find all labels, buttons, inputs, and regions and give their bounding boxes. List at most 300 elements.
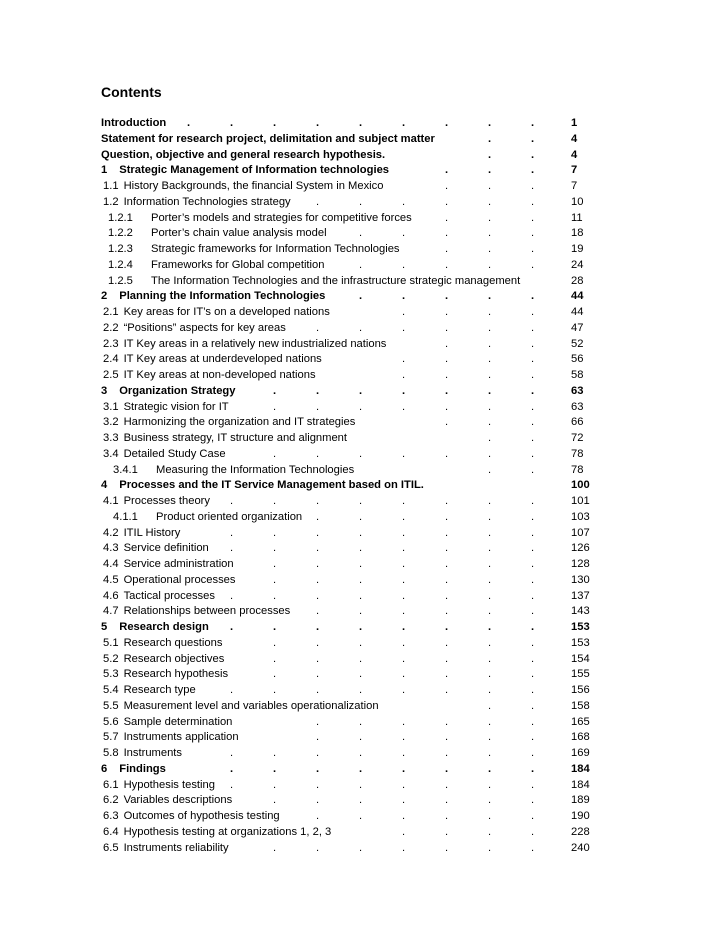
leader-dot: .	[488, 227, 492, 240]
toc-entry	[0, 667, 728, 683]
leader-dot: .	[316, 794, 320, 807]
leader-dot: .	[445, 731, 449, 744]
toc-entry-number: 5.3	[103, 668, 119, 681]
leader-dot: .	[359, 668, 363, 681]
leader-dot: .	[273, 117, 277, 129]
toc-entry-title: Measurement level and variables operationalization	[123, 699, 379, 712]
leader-dot: .	[531, 825, 535, 838]
leader-dot: .	[488, 463, 492, 476]
leader-dot: .	[488, 117, 492, 129]
toc-entry-text	[103, 431, 347, 447]
toc-entry-title: Key areas for IT’s on a developed nations	[123, 306, 330, 318]
toc-entry	[0, 415, 728, 431]
leader-dot: .	[531, 684, 535, 696]
leader-dot: .	[230, 117, 234, 129]
toc-entry	[0, 730, 728, 746]
leader-dot: .	[445, 794, 449, 807]
leader-dot: .	[359, 495, 363, 507]
leader-dot: .	[402, 621, 406, 633]
leader-dot: .	[445, 684, 449, 696]
toc-entry-number: 2.1	[103, 306, 119, 318]
leader-dot: .	[273, 573, 277, 586]
leader-dot: .	[316, 715, 320, 728]
toc-entry-text	[103, 652, 224, 668]
leader-dot: .	[445, 117, 449, 129]
toc-entry	[0, 400, 728, 416]
leader-dot: .	[445, 384, 449, 397]
toc-entry-title: Research design	[119, 621, 209, 633]
toc-entry-title: Hypothesis testing	[123, 778, 215, 791]
toc-entry	[0, 258, 728, 274]
leader-dot: .	[488, 447, 492, 460]
toc-entry-number: 1.2.1	[108, 211, 133, 224]
toc-page-number: 4	[571, 148, 578, 161]
leader-dot: .	[402, 447, 406, 460]
leader-dot: .	[531, 699, 535, 712]
leader-dot: .	[359, 526, 363, 539]
toc-page-number: 126	[571, 542, 590, 555]
leader-dot: .	[488, 243, 492, 255]
leader-dot: .	[531, 589, 535, 602]
leader-dot: .	[488, 573, 492, 586]
toc-entry-text	[103, 526, 180, 542]
leader-dot: .	[230, 542, 234, 555]
toc-entry-text	[103, 447, 226, 463]
toc-entry	[0, 289, 728, 305]
toc-entry	[0, 526, 728, 542]
toc-entry	[0, 384, 728, 400]
leader-dot: .	[488, 164, 492, 177]
toc-entry-number: 4	[101, 479, 108, 492]
toc-entry	[0, 762, 728, 778]
leader-dot: .	[488, 778, 492, 791]
leader-dot: .	[531, 227, 535, 240]
leader-dot: .	[445, 762, 449, 775]
leader-dot: .	[402, 526, 406, 539]
leader-dot: .	[531, 132, 535, 145]
leader-dot: .	[316, 542, 320, 555]
leader-dot: .	[359, 400, 363, 413]
leader-dot: .	[273, 542, 277, 555]
leader-dot: .	[488, 825, 492, 838]
toc-entry-number: 6.4	[103, 825, 119, 838]
leader-dot: .	[488, 684, 492, 696]
toc-entry	[0, 573, 728, 589]
toc-page-number: 190	[571, 810, 590, 822]
toc-entry	[0, 809, 728, 825]
toc-page-number: 189	[571, 794, 590, 807]
leader-dot: .	[316, 778, 320, 791]
toc-entry	[0, 211, 728, 227]
leader-dot: .	[273, 747, 277, 759]
leader-dot: .	[445, 810, 449, 822]
toc-entry-number: 4.2	[103, 526, 119, 539]
toc-entry	[0, 132, 728, 148]
toc-entry	[0, 163, 728, 179]
leader-dot: .	[531, 258, 535, 271]
leader-dot: .	[445, 180, 449, 192]
leader-dot: .	[531, 432, 535, 444]
toc-page-number: 228	[571, 825, 590, 838]
leader-dot: .	[531, 542, 535, 555]
leader-dot: .	[445, 589, 449, 602]
leader-dot: .	[273, 526, 277, 539]
toc-page-number: 168	[571, 731, 590, 744]
toc-entry-number: 4.5	[103, 573, 119, 586]
toc-entry-number: 1.2.2	[108, 227, 133, 240]
leader-dot: .	[445, 337, 449, 350]
toc-entry-number: 3.1	[103, 400, 119, 413]
toc-page-number: 24	[571, 258, 584, 271]
toc-entry-text	[113, 510, 302, 526]
leader-dot: .	[488, 605, 492, 618]
toc-entry-title: Processes and the IT Service Management based on ITIL.	[119, 479, 424, 492]
leader-dot: .	[488, 148, 492, 161]
toc-entry	[0, 368, 728, 384]
toc-entry-title: Strategic Management of Information technologies	[119, 164, 390, 177]
toc-entry-number: 4.1.1	[113, 510, 138, 523]
toc-page-number: 153	[571, 621, 590, 633]
leader-dot: .	[316, 621, 320, 633]
toc-page-number: 137	[571, 589, 590, 602]
toc-entry	[0, 305, 728, 321]
toc-page-number: 107	[571, 526, 590, 539]
toc-entry	[0, 337, 728, 353]
leader-dot: .	[445, 164, 449, 177]
leader-dot: .	[445, 715, 449, 728]
leader-dot: .	[445, 778, 449, 791]
toc-page-number: 63	[571, 400, 584, 413]
toc-entry-text	[101, 762, 166, 778]
leader-dot: .	[402, 369, 406, 381]
leader-dot: .	[445, 258, 449, 271]
toc-entry	[0, 652, 728, 668]
toc-page-number: 184	[571, 778, 590, 791]
leader-dot: .	[359, 227, 363, 240]
toc-entry	[0, 148, 728, 164]
leader-dot: .	[488, 794, 492, 807]
leader-dot: .	[316, 195, 320, 208]
leader-dot: .	[316, 668, 320, 681]
toc-entry-text	[103, 415, 355, 431]
toc-page-number: 10	[571, 195, 584, 208]
toc-entry-title: Statement for research project, delimitation and subject matter	[101, 132, 435, 145]
leader-dot: .	[230, 684, 234, 696]
toc-entry-text	[101, 163, 389, 179]
toc-entry-text	[103, 715, 232, 731]
leader-dot: .	[402, 605, 406, 618]
toc-page-number: 58	[571, 369, 584, 381]
leader-dot: .	[445, 306, 449, 318]
leader-dot: .	[402, 762, 406, 775]
toc-page-number: 18	[571, 227, 584, 240]
leader-dot: .	[316, 573, 320, 586]
toc-entry-title: Porter’s chain value analysis model	[151, 227, 327, 240]
leader-dot: .	[402, 117, 406, 129]
toc-entry	[0, 699, 728, 715]
leader-dot: .	[402, 652, 406, 665]
toc-page-number: 72	[571, 432, 584, 444]
leader-dot: .	[445, 542, 449, 555]
leader-dot: .	[445, 573, 449, 586]
toc-entry-title: Instruments reliability	[123, 841, 229, 854]
leader-dot: .	[445, 243, 449, 255]
leader-dot: .	[488, 589, 492, 602]
leader-dot: .	[273, 447, 277, 460]
toc-entry-title: Strategic frameworks for Information Technologies	[151, 243, 400, 255]
toc-entry-title: Service administration	[123, 558, 234, 570]
leader-dot: .	[402, 636, 406, 649]
toc-entry-title: Planning the Information Technologies	[119, 290, 326, 303]
toc-page-number: 153	[571, 636, 590, 649]
leader-dot: .	[359, 747, 363, 759]
toc-entry-title: Research objectives	[123, 652, 225, 665]
toc-entry-title: Harmonizing the organization and IT strategies	[123, 416, 356, 429]
toc-page-number: 155	[571, 668, 590, 681]
toc-entry-text	[103, 321, 286, 337]
leader-dot: .	[445, 668, 449, 681]
toc-page-number: 7	[571, 164, 578, 177]
leader-dot: .	[445, 558, 449, 570]
toc-entry-number: 6.1	[103, 778, 119, 791]
leader-dot: .	[531, 164, 535, 177]
leader-dot: .	[273, 841, 277, 854]
leader-dot: .	[531, 510, 535, 523]
toc-entry-title: Outcomes of hypothesis testing	[123, 810, 280, 822]
leader-dot: .	[359, 778, 363, 791]
toc-entry-text	[108, 242, 400, 258]
leader-dot: .	[402, 321, 406, 334]
toc-entry-text	[103, 699, 379, 715]
leader-dot: .	[531, 668, 535, 681]
toc-entry-text	[101, 478, 424, 494]
toc-entry-number: 2.2	[103, 321, 119, 334]
leader-dot: .	[402, 542, 406, 555]
leader-dot: .	[230, 762, 234, 775]
leader-dot: .	[402, 510, 406, 523]
leader-dot: .	[316, 495, 320, 507]
leader-dot: .	[445, 841, 449, 854]
toc-entry-number: 5.8	[103, 747, 119, 759]
toc-entry-title: Detailed Study Case	[123, 447, 226, 460]
leader-dot: .	[531, 558, 535, 570]
leader-dot: .	[445, 290, 449, 303]
toc-entry	[0, 478, 728, 494]
leader-dot: .	[402, 841, 406, 854]
leader-dot: .	[488, 180, 492, 192]
leader-dot: .	[273, 384, 277, 397]
toc-entry-title: Product oriented organization	[156, 510, 303, 523]
toc-entry	[0, 683, 728, 699]
leader-dot: .	[488, 306, 492, 318]
toc-entry	[0, 179, 728, 195]
leader-dot: .	[316, 589, 320, 602]
toc-entry-number: 6.2	[103, 794, 119, 807]
leader-dot: .	[488, 400, 492, 413]
leader-dot: .	[316, 841, 320, 854]
toc-entry	[0, 541, 728, 557]
toc-entry-title: ITIL History	[123, 526, 181, 539]
leader-dot: .	[316, 526, 320, 539]
toc-entry-number: 5.5	[103, 699, 119, 712]
leader-dot: .	[445, 416, 449, 429]
leader-dot: .	[359, 652, 363, 665]
toc-entry	[0, 825, 728, 841]
leader-dot: .	[488, 715, 492, 728]
leader-dot: .	[316, 117, 320, 129]
leader-dot: .	[359, 542, 363, 555]
leader-dot: .	[316, 652, 320, 665]
leader-dot: .	[488, 416, 492, 429]
leader-dot: .	[488, 432, 492, 444]
leader-dot: .	[531, 180, 535, 192]
toc-entry-title: Tactical processes	[123, 589, 215, 602]
toc-entry-title: Instruments	[123, 747, 183, 759]
leader-dot: .	[488, 290, 492, 303]
toc-entry-text	[103, 778, 215, 794]
toc-page-number: 78	[571, 463, 584, 476]
toc-entry-title: Variables descriptions	[123, 794, 233, 807]
toc-entry-number: 1.2.3	[108, 243, 133, 255]
leader-dot: .	[531, 321, 535, 334]
leader-dot: .	[273, 400, 277, 413]
leader-dot: .	[402, 195, 406, 208]
leader-dot: .	[488, 668, 492, 681]
leader-dot: .	[402, 384, 406, 397]
leader-dot: .	[273, 762, 277, 775]
toc-entry-title: “Positions” aspects for key areas	[123, 321, 286, 334]
leader-dot: .	[359, 810, 363, 822]
toc-entry-text	[103, 494, 210, 510]
toc-page-number: 100	[571, 479, 590, 492]
leader-dot: .	[402, 290, 406, 303]
leader-dot: .	[531, 715, 535, 728]
leader-dot: .	[445, 195, 449, 208]
toc-entry-text	[103, 541, 209, 557]
leader-dot: .	[488, 810, 492, 822]
leader-dot: .	[531, 747, 535, 759]
leader-dot: .	[359, 384, 363, 397]
leader-dot: .	[488, 337, 492, 350]
toc-entry-text	[101, 289, 325, 305]
toc-entry-title: Processes theory	[123, 495, 210, 507]
leader-dot: .	[359, 684, 363, 696]
leader-dot: .	[445, 621, 449, 633]
toc-entry-number: 5	[101, 621, 108, 633]
toc-entry-number: 1.2	[103, 195, 119, 208]
leader-dot: .	[273, 684, 277, 696]
leader-dot: .	[531, 290, 535, 303]
leader-dot: .	[402, 353, 406, 366]
toc-entry-text	[103, 573, 236, 589]
toc-entry	[0, 510, 728, 526]
leader-dot: .	[316, 384, 320, 397]
toc-entry-text	[103, 400, 229, 416]
toc-entry-number: 4.6	[103, 589, 119, 602]
toc-page-number: 28	[571, 274, 584, 287]
leader-dot: .	[359, 841, 363, 854]
toc-entry-number: 1.2.5	[108, 274, 133, 287]
leader-dot: .	[445, 400, 449, 413]
leader-dot: .	[402, 825, 406, 838]
leader-dot: .	[402, 684, 406, 696]
toc-entry	[0, 604, 728, 620]
leader-dot: .	[230, 621, 234, 633]
toc-entry-title: Porter’s models and strategies for competitive forces	[151, 211, 412, 224]
leader-dot: .	[445, 652, 449, 665]
toc-entry-number: 5.4	[103, 684, 119, 696]
toc-page-number: 52	[571, 337, 584, 350]
toc-page-number: 11	[571, 211, 583, 224]
leader-dot: .	[531, 652, 535, 665]
leader-dot: .	[359, 258, 363, 271]
toc-entry-text	[101, 132, 435, 148]
leader-dot: .	[402, 558, 406, 570]
toc-entry-text	[103, 793, 232, 809]
leader-dot: .	[402, 810, 406, 822]
toc-entry-title: Research type	[123, 684, 196, 696]
toc-entry-text	[103, 683, 196, 699]
leader-dot: .	[488, 258, 492, 271]
toc-entry-number: 3.2	[103, 416, 119, 429]
toc-entry-title: IT Key areas in a relatively new industrialized nations	[123, 337, 387, 350]
toc-entry	[0, 841, 728, 857]
leader-dot: .	[359, 195, 363, 208]
toc-entry-text	[103, 730, 239, 746]
toc-entry-text	[108, 258, 324, 274]
leader-dot: .	[488, 542, 492, 555]
toc-entry	[0, 494, 728, 510]
leader-dot: .	[359, 558, 363, 570]
toc-entry-title: Findings	[119, 762, 166, 775]
leader-dot: .	[359, 762, 363, 775]
leader-dot: .	[531, 495, 535, 507]
toc-page-number: 165	[571, 715, 590, 728]
leader-dot: .	[531, 353, 535, 366]
leader-dot: .	[488, 636, 492, 649]
leader-dot: .	[531, 526, 535, 539]
toc-entry-number: 6.5	[103, 841, 119, 854]
leader-dot: .	[359, 621, 363, 633]
leader-dot: .	[445, 510, 449, 523]
contents-heading: Contents	[101, 84, 162, 100]
leader-dot: .	[488, 384, 492, 397]
toc-entry	[0, 274, 728, 290]
leader-dot: .	[445, 825, 449, 838]
toc-entry-number: 1.2.4	[108, 258, 133, 271]
toc-entry-number: 4.7	[103, 605, 119, 618]
leader-dot: .	[488, 558, 492, 570]
leader-dot: .	[273, 621, 277, 633]
leader-dot: .	[316, 636, 320, 649]
leader-dot: .	[316, 747, 320, 759]
leader-dot: .	[531, 384, 535, 397]
leader-dot: .	[531, 636, 535, 649]
toc-page-number: 4	[571, 132, 578, 145]
leader-dot: .	[445, 447, 449, 460]
leader-dot: .	[359, 589, 363, 602]
leader-dot: .	[488, 731, 492, 744]
leader-dot: .	[316, 762, 320, 775]
toc-entry-title: Business strategy, IT structure and alignment	[123, 432, 348, 444]
toc-entry-text	[103, 195, 291, 211]
toc-entry	[0, 746, 728, 762]
leader-dot: .	[359, 794, 363, 807]
leader-dot: .	[359, 321, 363, 334]
leader-dot: .	[230, 526, 234, 539]
leader-dot: .	[488, 526, 492, 539]
leader-dot: .	[402, 731, 406, 744]
